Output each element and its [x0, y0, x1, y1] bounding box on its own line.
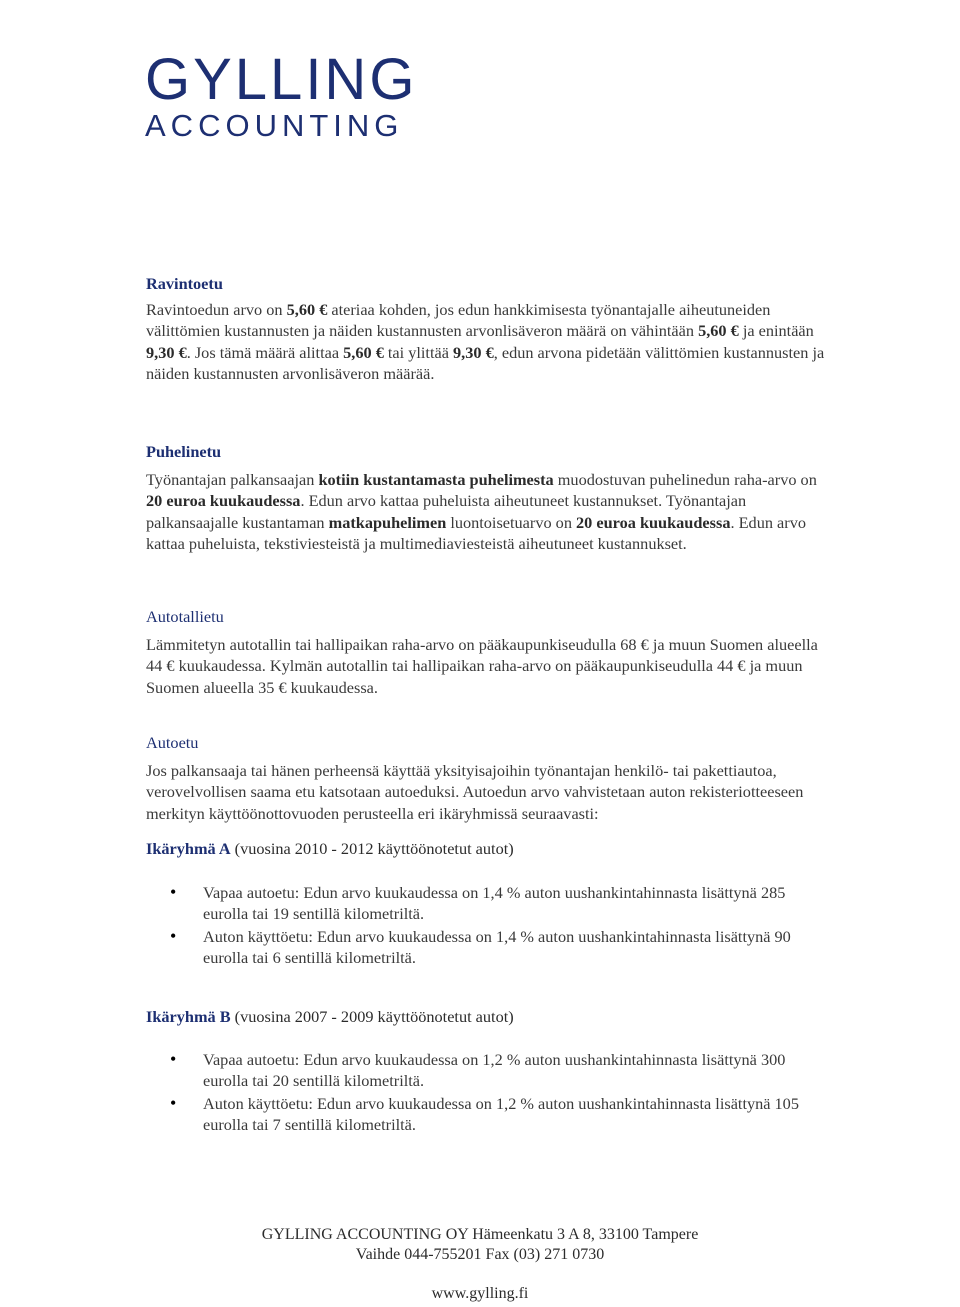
section-text: Jos palkansaaja tai hänen perheensä käyttää yksityisajoihin työnantajan henkilö- tai pakettiautoa, verovelvollisen saama etu katsotaan autoeduksi. Autoedun arvo vahvistetaan auton rekisteriotteeseen merkityn käyttöönottovuoden perusteella eri ikäryhmissä seuraavasti:: [146, 760, 804, 823]
logo-subtitle: ACCOUNTING: [145, 108, 404, 143]
section-heading: Autoetu: [146, 733, 199, 752]
logo-name: GYLLING: [145, 47, 418, 112]
group-a-list: [146, 882, 826, 969]
list-item: • Auton käyttöetu: Edun arvo kuukaudessa on 1,4 % auton uushankintahinnasta lisättynä 90 eurolla tai 6 sentillä kilometriltä.: [146, 926, 826, 969]
group-b-list: [146, 1049, 826, 1136]
list-item: • Vapaa autoetu: Edun arvo kuukaudessa on 1,4 % auton uushankintahinnasta lisättynä 285 eurolla tai 19 sentillä kilometriltä.: [146, 882, 826, 925]
footer-website-link[interactable]: www.gylling.fi: [431, 1285, 529, 1302]
section-puhelinetu: [146, 441, 826, 555]
section-text: Työnantajan palkansaajan kotiin kustantamasta puhelimesta muodostuvan puhelinedun raha-arvo on 20 euroa kuukaudessa. Edun arvo kattaa puheluista aiheutuneet kustannukset. Työnantajan palkansaajalle kustantaman matkapuhelimen luontoisetuarvo on 20 euroa kuukaudessa. Edun arvo kattaa puheluista, tekstiviesteistä ja multimediaviesteistä aiheutuneet kustannukset.: [146, 469, 817, 553]
section-autoetu: [146, 732, 826, 824]
company-logo: [145, 47, 418, 143]
section-heading: Ravintoetu: [146, 274, 223, 293]
list-item: • Vapaa autoetu: Edun arvo kuukaudessa on 1,2 % auton uushankintahinnasta lisättynä 300 eurolla tai 20 sentillä kilometriltä.: [146, 1049, 826, 1092]
section-ravintoetu: [146, 273, 826, 385]
section-text: Lämmitetyn autotallin tai hallipaikan raha-arvo on pääkaupunkiseudulla 68 € ja muun Suomen alueella 44 € kuukaudessa. Kylmän autotallin tai hallipaikan raha-arvo on pääkaupunkiseudulla 44 € ja muun Suomen alueella 35 € kuukaudessa.: [146, 634, 818, 697]
section-heading: Puhelinetu: [146, 442, 222, 461]
footer-phone: Vaihde 044-755201 Fax (03) 271 0730: [355, 1246, 605, 1263]
footer-address: GYLLING ACCOUNTING OY Hämeenkatu 3 A 8, 33100 Tampere: [261, 1226, 699, 1243]
group-b: [146, 1006, 826, 1137]
section-autotallietu: [146, 606, 826, 698]
section-text: Ravintoedun arvo on 5,60 € ateriaa kohden, jos edun hankkimisesta työnantajalle aiheutuneiden välittömien kustannusten ja näiden kustannusten arvonlisäveron määrä on vähintään 5,60 € ja enintään 9,30 €. Jos tämä määrä alittaa 5,60 € tai ylittää 9,30 €, edun arvona pidetään välittömien kustannusten ja näiden kustannusten arvonlisäveron määrää.: [146, 299, 825, 383]
list-item: • Auton käyttöetu: Edun arvo kuukaudessa on 1,2 % auton uushankintahinnasta lisättynä 105 eurolla tai 7 sentillä kilometriltä.: [146, 1093, 826, 1136]
group-title: Ikäryhmä B (vuosina 2007 - 2009 käyttöönotetut autot): [146, 1007, 514, 1026]
group-title: Ikäryhmä A (vuosina 2010 - 2012 käyttöönotetut autot): [146, 839, 514, 858]
section-heading: Autotallietu: [146, 607, 224, 626]
group-a: [146, 838, 826, 970]
